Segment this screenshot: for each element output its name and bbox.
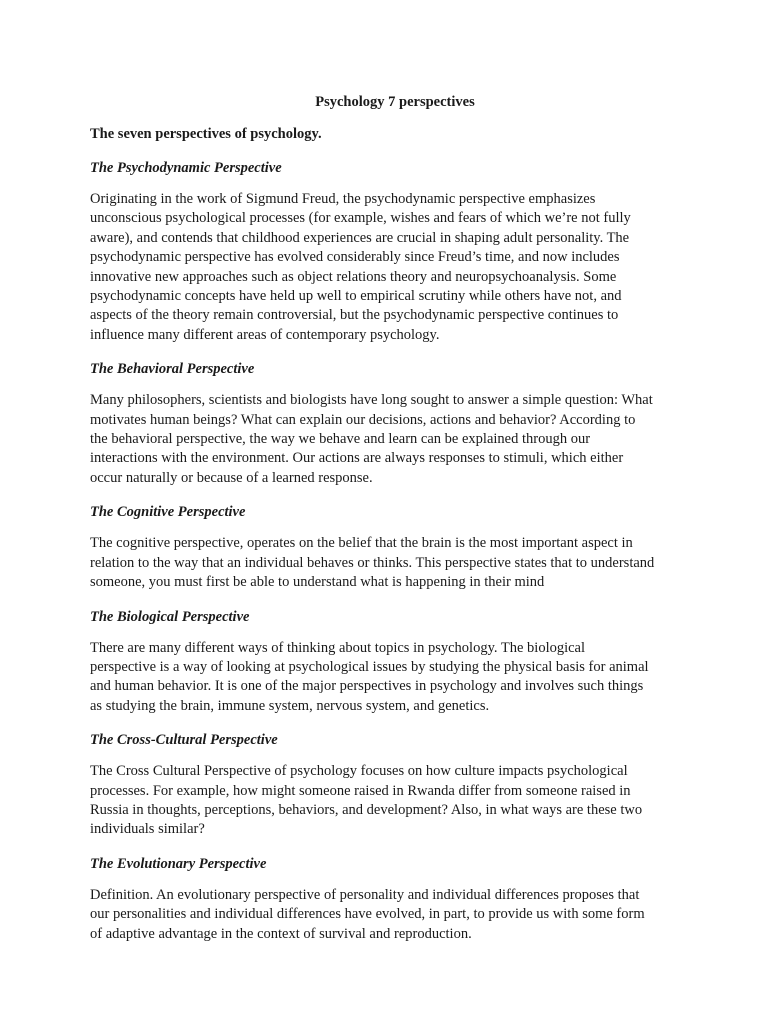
body-text-line: Definition. An evolutionary perspective of personality and individual differences proposes that xyxy=(90,886,640,903)
body-text-line: and human behavior. It is one of the major perspectives in psychology and involves such things xyxy=(90,678,644,695)
body-text-line: someone, you must first be able to understand what is happening in their mind xyxy=(90,574,545,591)
body-text-line: the behavioral perspective, the way we behave and learn can be explained through our xyxy=(90,431,591,448)
body-text-line: aware), and contends that childhood experiences are crucial in shaping adult personality. The xyxy=(90,229,630,246)
section-heading: The Biological Perspective xyxy=(90,608,250,625)
body-text-line: our personalities and individual differences have evolved, in part, to provide us with some form xyxy=(90,906,645,923)
body-text-line: aspects of the theory remain controversial, but the psychodynamic perspective continues to xyxy=(90,307,619,324)
body-text-line: interactions with the environment. Our actions are always responses to stimuli, which either xyxy=(90,450,624,467)
section-body xyxy=(90,391,690,488)
section-body xyxy=(90,534,690,592)
body-text-line: occur naturally or because of a learned response. xyxy=(90,469,373,486)
body-text-line: unconscious psychological processes (for example, wishes and fears of which we’re not fully xyxy=(90,210,631,227)
section-body xyxy=(90,190,690,345)
body-text-line: influence many different areas of contemporary psychology. xyxy=(90,326,440,343)
section-body xyxy=(90,886,690,944)
body-text-line: processes. For example, how might someone raised in Rwanda differ from someone raised in xyxy=(90,782,631,799)
body-text-line: The Cross Cultural Perspective of psychology focuses on how culture impacts psychological xyxy=(90,763,628,780)
body-text-line: innovative new approaches such as object relations theory and neuropsychoanalysis. Some xyxy=(90,268,617,285)
section-heading: The Behavioral Perspective xyxy=(90,361,255,378)
body-text-line: perspective is a way of looking at psychological issues by studying the physical basis for animal xyxy=(90,658,649,675)
body-text-line: There are many different ways of thinking about topics in psychology. The biological xyxy=(90,639,586,656)
section-heading: The Evolutionary Perspective xyxy=(90,855,267,872)
body-text-line: psychodynamic perspective has evolved considerably since Freud’s time, and now includes xyxy=(90,249,620,266)
body-text-line: psychodynamic concepts have held up well to empirical scrutiny while others have not, and xyxy=(90,288,622,305)
document-title: Psychology 7 perspectives xyxy=(315,94,475,110)
body-text-line: The cognitive perspective, operates on the belief that the brain is the most important aspect in xyxy=(90,535,633,552)
body-text-line: individuals similar? xyxy=(90,821,205,838)
body-text-line: motivates human beings? What can explain our decisions, actions and behavior? According to xyxy=(90,411,636,428)
body-text-line: relation to the way that an individual behaves or thinks. This perspective states that to understand xyxy=(90,554,655,571)
sections-container xyxy=(90,158,690,944)
body-text-line: of adaptive advantage in the context of survival and reproduction. xyxy=(90,925,472,942)
document-content xyxy=(90,92,690,958)
section-body xyxy=(90,639,690,717)
body-text-line: as studying the brain, immune system, nervous system, and genetics. xyxy=(90,697,490,714)
section-heading: The Cognitive Perspective xyxy=(90,504,246,521)
body-text-line: Originating in the work of Sigmund Freud, the psychodynamic perspective emphasizes xyxy=(90,191,596,207)
body-text-line: Many philosophers, scientists and biologists have long sought to answer a simple question: What xyxy=(90,392,653,409)
section-body xyxy=(90,762,690,840)
document-subtitle: The seven perspectives of psychology. xyxy=(90,126,322,142)
body-text-line: Russia in thoughts, perceptions, behaviors, and development? Also, in what ways are these two xyxy=(90,801,643,818)
section-heading: The Cross-Cultural Perspective xyxy=(90,732,278,749)
section-heading: The Psychodynamic Perspective xyxy=(90,160,282,176)
